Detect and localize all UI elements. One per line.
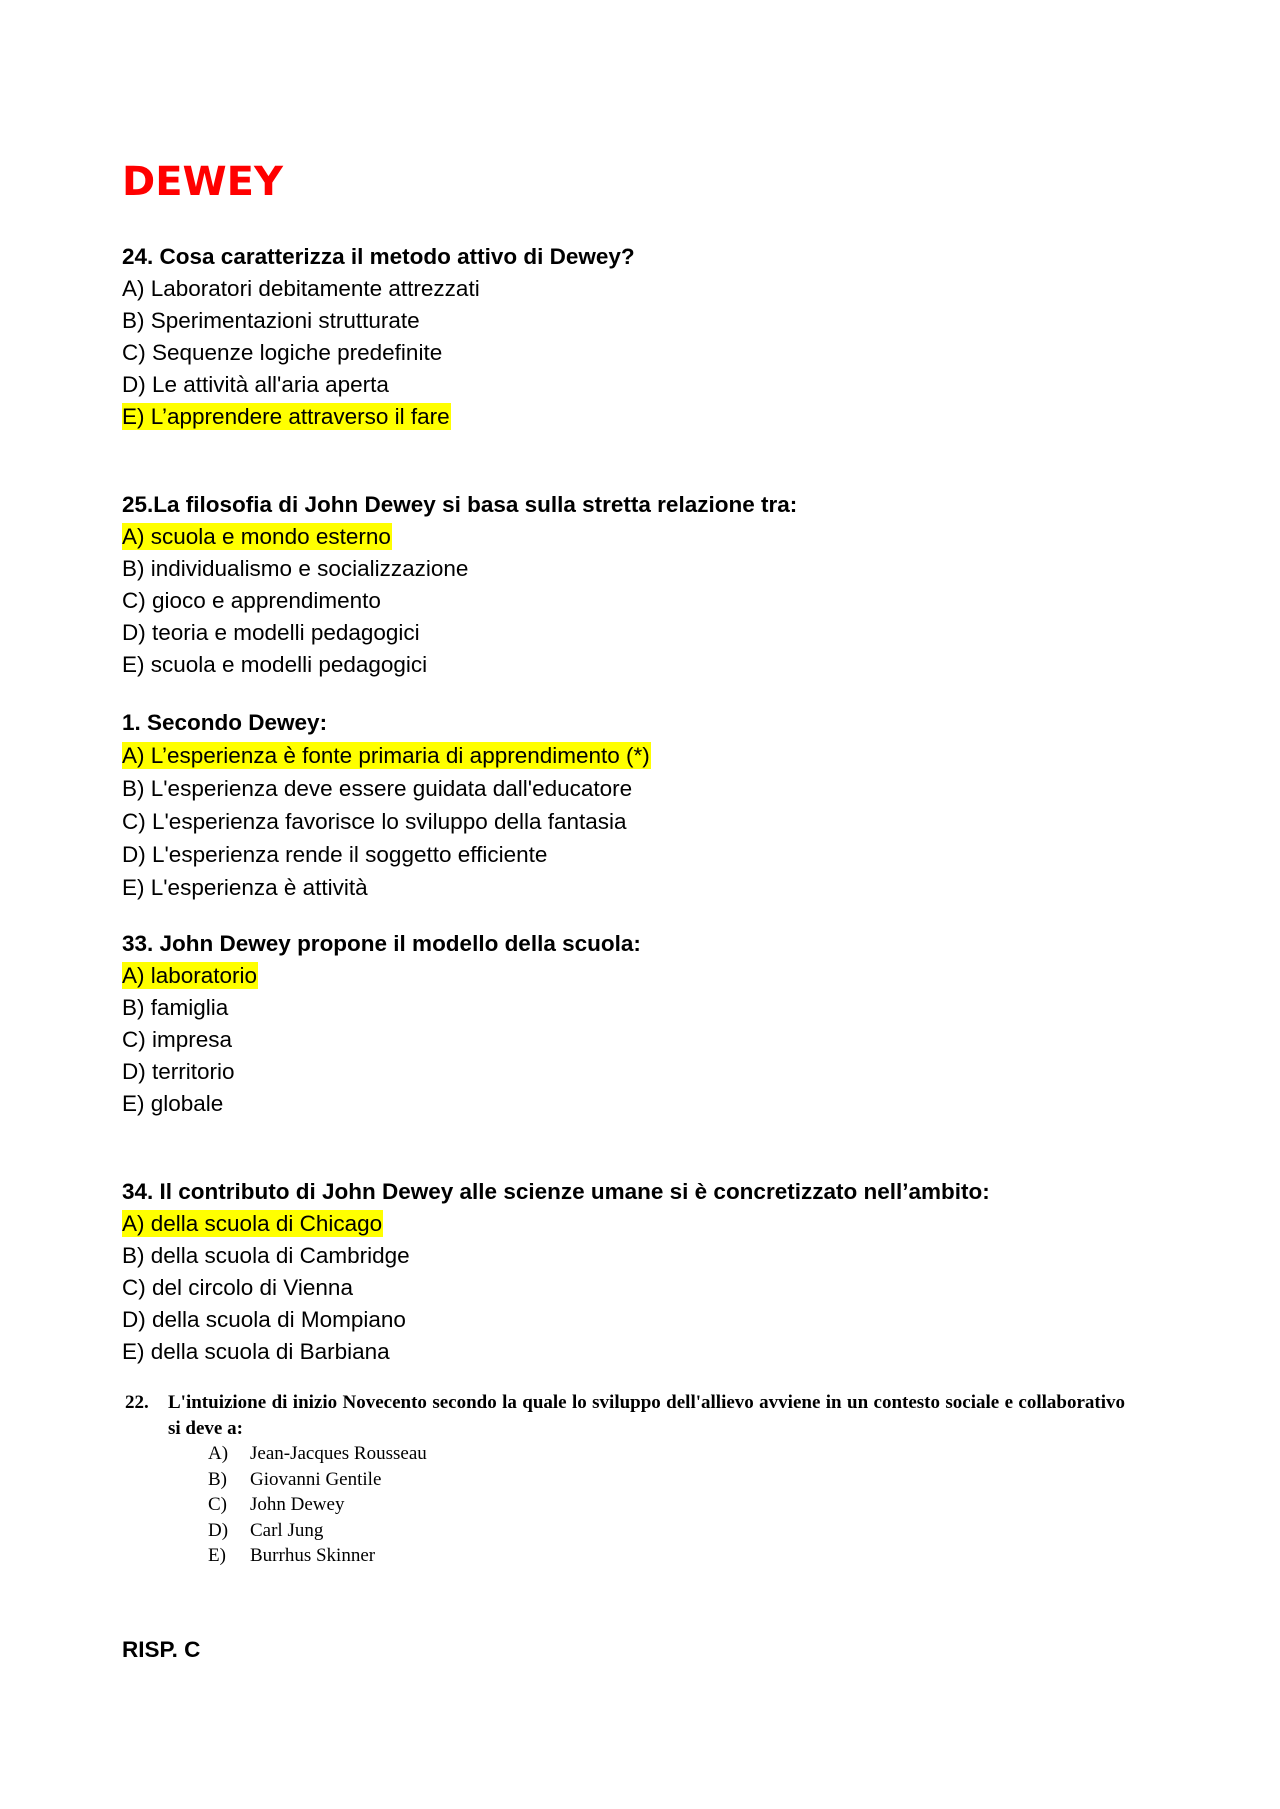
option-a-highlighted: A) scuola e mondo esterno [122,524,391,549]
option-d: D) L'esperienza rende il soggetto efficiente [122,842,548,867]
option-e-highlighted: E) L’apprendere attraverso il fare [122,404,450,429]
question-1 [122,706,651,904]
option-c: C) Sequenze logiche predefinite [122,340,443,365]
question-33 [122,928,641,1120]
scanned-option-e: E) Burrhus Skinner [208,1545,376,1566]
scanned-option-c: C) John Dewey [208,1494,345,1515]
scanned-question-22 [125,1390,1125,1569]
option-c: C) L'esperienza favorisce lo sviluppo della fantasia [122,809,627,834]
option-c: C) impresa [122,1027,233,1052]
option-d: D) territorio [122,1059,235,1084]
scanned-option-d: D) Carl Jung [208,1519,324,1541]
option-b: B) famiglia [122,995,229,1020]
option-c: C) gioco e apprendimento [122,588,381,613]
page-title: DEWEY [122,159,283,205]
option-e: E) L'esperienza è attività [122,875,368,900]
question-24 [122,241,635,433]
scanned-question-text [125,1390,1125,1441]
option-a: A) Laboratori debitamente attrezzati [122,276,480,301]
option-d: D) teoria e modelli pedagogici [122,620,420,645]
scanned-option-a: A) Jean-Jacques Rousseau [208,1443,427,1464]
option-e: E) della scuola di Barbiana [122,1339,390,1364]
option-a-highlighted: A) L’esperienza è fonte primaria di apprendimento (*) [122,743,650,768]
option-e: E) globale [122,1091,224,1116]
question-text: 24. Cosa caratterizza il metodo attivo di Dewey? [122,244,635,269]
option-a-highlighted: A) laboratorio [122,963,258,988]
question-text: 1. Secondo Dewey: [122,710,328,735]
scanned-option-b: B) Giovanni Gentile [208,1468,382,1490]
question-25 [122,489,797,681]
option-e: E) scuola e modelli pedagogici [122,652,428,677]
option-b: B) L'esperienza deve essere guidata dall'educatore [122,776,633,801]
option-a-highlighted: A) della scuola di Chicago [122,1211,383,1236]
question-stem: L'intuizione di inizio Novecento secondo la quale lo sviluppo dell'allievo avviene in un contesto sociale e collaborativo si deve a: [168,1392,1125,1439]
option-b: B) individualismo e socializzazione [122,556,469,581]
question-text: 33. John Dewey propone il modello della scuola: [122,931,641,956]
answer-note: RISP. C [122,1637,201,1662]
option-b: B) Sperimentazioni strutturate [122,308,420,333]
question-text: 25.La filosofia di John Dewey si basa sulla stretta relazione tra: [122,492,798,517]
question-34 [122,1176,990,1368]
option-d: D) della scuola di Mompiano [122,1307,406,1332]
question-number: 22. [125,1392,149,1413]
option-c: C) del circolo di Vienna [122,1275,353,1300]
option-d: D) Le attività all'aria aperta [122,372,389,397]
scanned-options [208,1441,1125,1569]
question-text: 34. Il contributo di John Dewey alle scienze umane si è concretizzato nell’ambito: [122,1179,990,1204]
option-b: B) della scuola di Cambridge [122,1243,410,1268]
